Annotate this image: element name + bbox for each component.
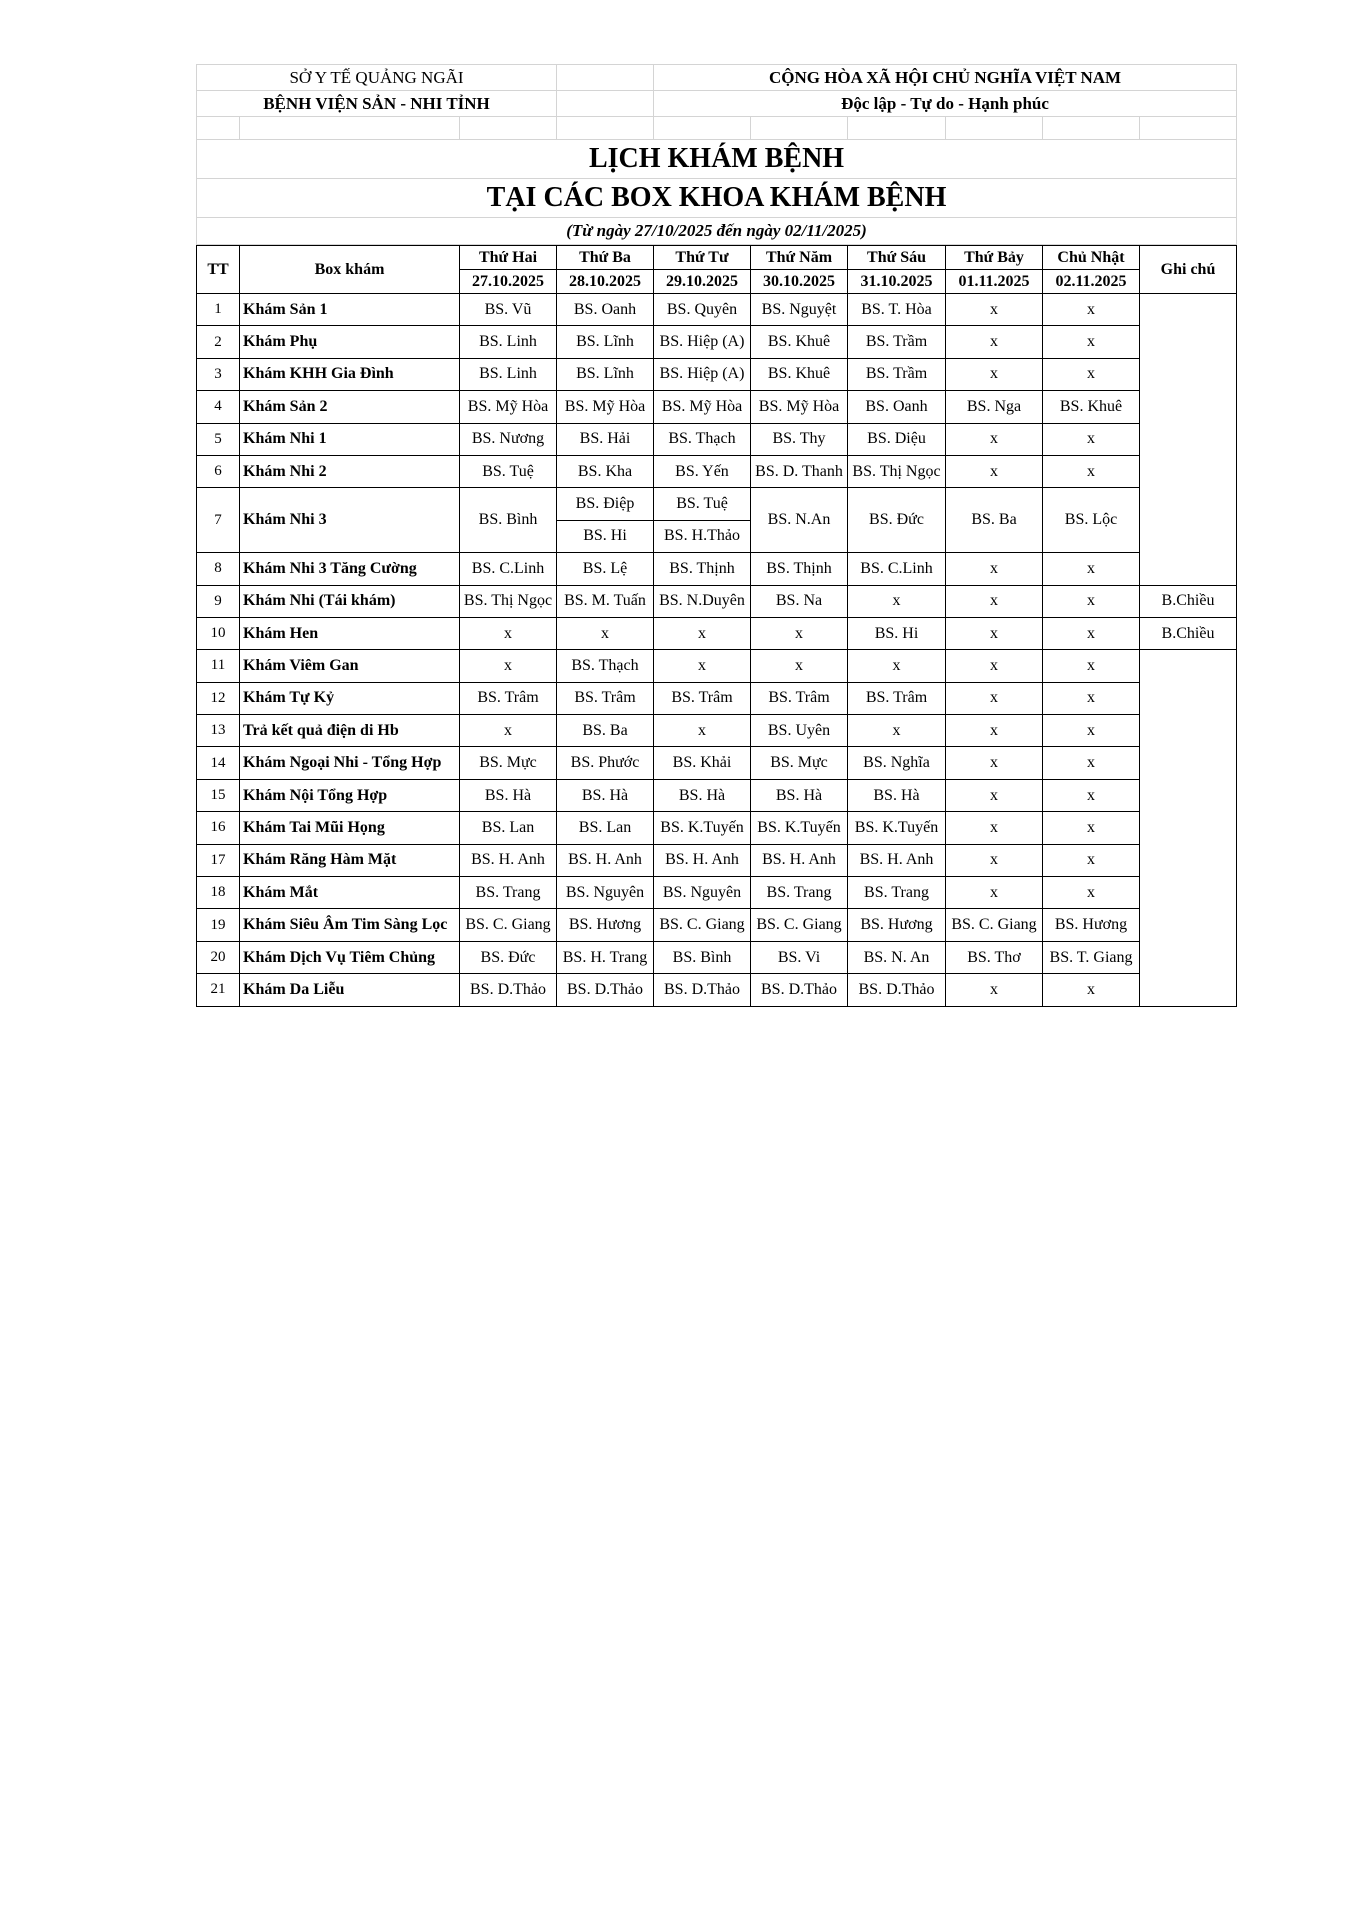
column-header-date: 02.11.2025 [1043,270,1140,294]
row-number: 20 [197,941,240,973]
table-row [197,423,1237,455]
doctor-cell: BS. Mực [460,747,557,779]
column-header-tt: TT [197,246,240,294]
column-header-day: Thứ Năm [751,246,848,270]
doctor-cell: BS. Uyên [751,715,848,747]
doctor-cell: x [946,682,1043,714]
table-row [197,553,1237,585]
table-row [197,909,1237,941]
doctor-cell: BS. Thạch [557,650,654,682]
doctor-cell: BS. Hà [460,779,557,811]
doctor-cell: x [946,779,1043,811]
doctor-cell: x [1043,650,1140,682]
doctor-cell: x [946,455,1043,487]
table-row [197,650,1237,682]
doctor-cell: x [1043,844,1140,876]
table-row [197,779,1237,811]
doctor-cell: BS. Đức [848,488,946,553]
row-number: 6 [197,455,240,487]
doctor-cell: BS. Nghĩa [848,747,946,779]
row-number: 19 [197,909,240,941]
doctor-cell: BS. Trầm [848,326,946,358]
column-header-date: 27.10.2025 [460,270,557,294]
doctor-cell: BS. Trang [848,877,946,909]
doctor-cell: BS. Thị Ngọc [460,585,557,617]
column-header-day: Thứ Tư [654,246,751,270]
doctor-cell: BS. Lệ [557,553,654,585]
table-row [197,585,1237,617]
doctor-cell: BS. D.Thảo [460,974,557,1006]
doctor-cell: BS. C. Giang [946,909,1043,941]
exam-box-name: Khám Siêu Âm Tim Sàng Lọc [240,909,460,941]
doctor-cell: BS. C.Linh [848,553,946,585]
doctor-cell: x [1043,455,1140,487]
doctor-cell: BS. H.Thảo [654,520,751,552]
doctor-cell: BS. Mỹ Hòa [751,391,848,423]
exam-box-name: Khám Nhi 3 Tăng Cường [240,553,460,585]
doctor-cell: BS. Mỹ Hòa [460,391,557,423]
doctor-cell: x [946,326,1043,358]
doctor-cell: x [946,747,1043,779]
doctor-cell: BS. Khuê [751,326,848,358]
doctor-cell: BS. N. An [848,941,946,973]
exam-box-name: Khám KHH Gia Đình [240,358,460,390]
doctor-cell: BS. Hi [557,520,654,552]
exam-box-name: Khám Tự Kỷ [240,682,460,714]
doctor-cell: BS. H. Trang [557,941,654,973]
doctor-cell: BS. Vũ [460,294,557,326]
doctor-cell: x [460,650,557,682]
schedule-sheet [196,64,1236,1007]
table-row [197,391,1237,423]
row-number: 15 [197,779,240,811]
doctor-cell: BS. Ba [946,488,1043,553]
doctor-cell: x [1043,326,1140,358]
doctor-cell: x [1043,553,1140,585]
doctor-cell: x [946,553,1043,585]
doctor-cell: x [946,294,1043,326]
doctor-cell: BS. Linh [460,326,557,358]
doctor-cell: BS. D.Thảo [848,974,946,1006]
doctor-cell: BS. Oanh [848,391,946,423]
table-row [197,326,1237,358]
doctor-cell: x [946,974,1043,1006]
doctor-cell: x [848,585,946,617]
doctor-cell: BS. Nguyệt [751,294,848,326]
doctor-cell: BS. Điệp [557,488,654,520]
row-number: 3 [197,358,240,390]
exam-box-name: Khám Ngoại Nhi - Tổng Hợp [240,747,460,779]
table-row [197,294,1237,326]
doctor-cell: x [1043,747,1140,779]
table-row [197,617,1237,649]
doctor-cell: BS. Mỹ Hòa [557,391,654,423]
page-subtitle: TẠI CÁC BOX KHOA KHÁM BỆNH [197,179,1237,218]
doctor-cell: x [751,617,848,649]
doctor-cell: x [946,358,1043,390]
doctor-cell: BS. Trâm [460,682,557,714]
doctor-cell: x [1043,617,1140,649]
doctor-cell: x [848,715,946,747]
row-number: 1 [197,294,240,326]
row-number: 12 [197,682,240,714]
page-title: LỊCH KHÁM BỆNH [197,140,1237,179]
document-header [196,64,1237,245]
column-header-date: 01.11.2025 [946,270,1043,294]
doctor-cell: x [946,650,1043,682]
doctor-cell: BS. Trang [460,877,557,909]
doctor-cell: BS. C. Giang [751,909,848,941]
row-number: 18 [197,877,240,909]
column-header-day: Thứ Bảy [946,246,1043,270]
doctor-cell: BS. Thịnh [654,553,751,585]
doctor-cell: BS. Hà [654,779,751,811]
row-number: 2 [197,326,240,358]
doctor-cell: BS. Hà [848,779,946,811]
schedule-table [196,245,1237,1007]
doctor-cell: BS. Lĩnh [557,358,654,390]
doctor-cell: x [751,650,848,682]
table-row [197,488,1237,520]
doctor-cell: x [1043,423,1140,455]
table-row [197,715,1237,747]
table-row [197,974,1237,1006]
national-motto: Độc lập - Tự do - Hạnh phúc [654,91,1237,117]
doctor-cell: x [946,585,1043,617]
table-row [197,682,1237,714]
doctor-cell: x [1043,585,1140,617]
doctor-cell: BS. Trầm [848,358,946,390]
exam-box-name: Khám Nhi (Tái khám) [240,585,460,617]
doctor-cell: BS. Nương [460,423,557,455]
doctor-cell: BS. Yến [654,455,751,487]
doctor-cell: BS. T. Giang [1043,941,1140,973]
doctor-cell: BS. K.Tuyến [654,812,751,844]
doctor-cell: BS. N.Duyên [654,585,751,617]
doctor-cell: x [946,844,1043,876]
doctor-cell: x [654,715,751,747]
doctor-cell: BS. Trâm [654,682,751,714]
table-row [197,747,1237,779]
doctor-cell: BS. Ba [557,715,654,747]
doctor-cell: BS. Bình [460,488,557,553]
doctor-cell: BS. Lan [460,812,557,844]
doctor-cell: BS. Tuệ [460,455,557,487]
doctor-cell: BS. Diệu [848,423,946,455]
doctor-cell: x [1043,715,1140,747]
doctor-cell: BS. Mỹ Hòa [654,391,751,423]
table-row [197,877,1237,909]
column-header-day: Thứ Hai [460,246,557,270]
doctor-cell: BS. Nga [946,391,1043,423]
column-header-box: Box khám [240,246,460,294]
doctor-cell: x [557,617,654,649]
row-number: 9 [197,585,240,617]
column-header-note: Ghi chú [1140,246,1237,294]
doctor-cell: BS. Khải [654,747,751,779]
doctor-cell: x [654,617,751,649]
doctor-cell: BS. Nguyên [654,877,751,909]
exam-box-name: Khám Nội Tổng Hợp [240,779,460,811]
column-header-day: Thứ Ba [557,246,654,270]
doctor-cell: x [1043,682,1140,714]
doctor-cell: BS. Quyên [654,294,751,326]
table-row [197,844,1237,876]
doctor-cell: x [1043,779,1140,811]
department-name: SỞ Y TẾ QUẢNG NGÃI [197,65,557,91]
doctor-cell: BS. Lộc [1043,488,1140,553]
doctor-cell: BS. H. Anh [557,844,654,876]
note-cell: B.Chiều [1140,585,1237,617]
row-number: 16 [197,812,240,844]
doctor-cell: BS. Lĩnh [557,326,654,358]
doctor-cell: BS. K.Tuyến [848,812,946,844]
doctor-cell: BS. D. Thanh [751,455,848,487]
doctor-cell: BS. Hà [557,779,654,811]
doctor-cell: BS. Trang [751,877,848,909]
row-number: 11 [197,650,240,682]
exam-box-name: Khám Tai Mũi Họng [240,812,460,844]
doctor-cell: BS. H. Anh [654,844,751,876]
doctor-cell: x [1043,877,1140,909]
row-number: 7 [197,488,240,553]
doctor-cell: x [946,617,1043,649]
table-row [197,455,1237,487]
doctor-cell: BS. Nguyên [557,877,654,909]
row-number: 4 [197,391,240,423]
doctor-cell: BS. Vi [751,941,848,973]
column-header-date: 30.10.2025 [751,270,848,294]
doctor-cell: BS. M. Tuấn [557,585,654,617]
column-header-date: 31.10.2025 [848,270,946,294]
table-row [197,941,1237,973]
doctor-cell: BS. Tuệ [654,488,751,520]
doctor-cell: x [1043,812,1140,844]
doctor-cell: BS. C. Giang [460,909,557,941]
doctor-cell: BS. Thơ [946,941,1043,973]
doctor-cell: BS. Hải [557,423,654,455]
doctor-cell: BS. Trâm [557,682,654,714]
doctor-cell: BS. Trâm [751,682,848,714]
doctor-cell: BS. Na [751,585,848,617]
exam-box-name: Khám Mắt [240,877,460,909]
doctor-cell: BS. Thạch [654,423,751,455]
doctor-cell: x [1043,974,1140,1006]
exam-box-name: Khám Phụ [240,326,460,358]
table-row [197,358,1237,390]
row-number: 17 [197,844,240,876]
exam-box-name: Khám Sản 2 [240,391,460,423]
exam-box-name: Khám Nhi 2 [240,455,460,487]
doctor-cell: BS. Kha [557,455,654,487]
doctor-cell: BS. Khuê [751,358,848,390]
doctor-cell: BS. Linh [460,358,557,390]
doctor-cell: BS. Lan [557,812,654,844]
doctor-cell: BS. Hi [848,617,946,649]
doctor-cell: x [848,650,946,682]
exam-box-name: Khám Sản 1 [240,294,460,326]
doctor-cell: BS. C.Linh [460,553,557,585]
exam-box-name: Khám Da Liễu [240,974,460,1006]
note-cell [1140,294,1237,586]
doctor-cell: BS. D.Thảo [654,974,751,1006]
row-number: 14 [197,747,240,779]
doctor-cell: x [946,715,1043,747]
doctor-cell: BS. T. Hòa [848,294,946,326]
table-row [197,812,1237,844]
doctor-cell: BS. Hương [848,909,946,941]
exam-box-name: Khám Viêm Gan [240,650,460,682]
doctor-cell: x [1043,294,1140,326]
column-header-day: Chủ Nhật [1043,246,1140,270]
doctor-cell: BS. Mực [751,747,848,779]
doctor-cell: BS. Hiệp (A) [654,358,751,390]
doctor-cell: BS. Phước [557,747,654,779]
doctor-cell: BS. Đức [460,941,557,973]
doctor-cell: BS. N.An [751,488,848,553]
doctor-cell: BS. Thị Ngọc [848,455,946,487]
doctor-cell: BS. H. Anh [751,844,848,876]
exam-box-name: Khám Dịch Vụ Tiêm Chủng [240,941,460,973]
hospital-name: BỆNH VIỆN SẢN - NHI TỈNH [197,91,557,117]
column-header-day: Thứ Sáu [848,246,946,270]
row-number: 8 [197,553,240,585]
doctor-cell: x [946,423,1043,455]
doctor-cell: x [1043,358,1140,390]
doctor-cell: BS. D.Thảo [751,974,848,1006]
doctor-cell: BS. Hương [1043,909,1140,941]
row-number: 5 [197,423,240,455]
doctor-cell: BS. Bình [654,941,751,973]
doctor-cell: BS. K.Tuyến [751,812,848,844]
doctor-cell: x [460,617,557,649]
doctor-cell: BS. H. Anh [460,844,557,876]
doctor-cell: x [946,812,1043,844]
doctor-cell: BS. Oanh [557,294,654,326]
note-cell [1140,650,1237,1006]
doctor-cell: BS. Thịnh [751,553,848,585]
exam-box-name: Khám Nhi 1 [240,423,460,455]
row-number: 21 [197,974,240,1006]
doctor-cell: BS. Hương [557,909,654,941]
doctor-cell: BS. C. Giang [654,909,751,941]
doctor-cell: x [654,650,751,682]
doctor-cell: BS. Hà [751,779,848,811]
exam-box-name: Khám Răng Hàm Mặt [240,844,460,876]
doctor-cell: BS. Thy [751,423,848,455]
exam-box-name: Trả kết quả điện di Hb [240,715,460,747]
doctor-cell: x [946,877,1043,909]
row-number: 10 [197,617,240,649]
column-header-date: 29.10.2025 [654,270,751,294]
doctor-cell: BS. Trâm [848,682,946,714]
exam-box-name: Khám Hen [240,617,460,649]
nation-name: CỘNG HÒA XÃ HỘI CHỦ NGHĨA VIỆT NAM [654,65,1237,91]
doctor-cell: BS. H. Anh [848,844,946,876]
doctor-cell: BS. D.Thảo [557,974,654,1006]
note-cell: B.Chiều [1140,617,1237,649]
exam-box-name: Khám Nhi 3 [240,488,460,553]
table-header-row [197,246,1237,270]
row-number: 13 [197,715,240,747]
doctor-cell: BS. Khuê [1043,391,1140,423]
doctor-cell: x [460,715,557,747]
doctor-cell: BS. Hiệp (A) [654,326,751,358]
date-range: (Từ ngày 27/10/2025 đến ngày 02/11/2025) [197,218,1237,245]
column-header-date: 28.10.2025 [557,270,654,294]
